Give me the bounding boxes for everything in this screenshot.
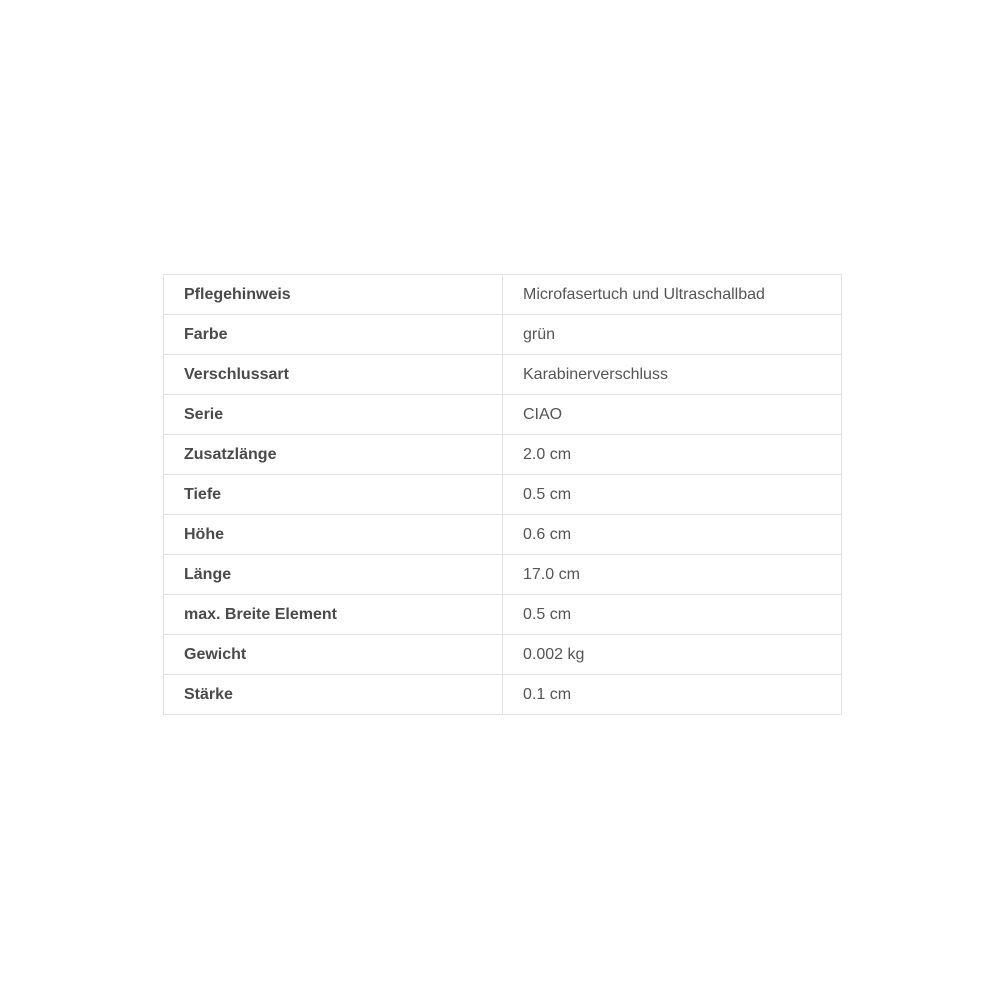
table-row [164, 675, 842, 715]
spec-value: Karabinerverschluss [503, 355, 842, 395]
spec-value: 2.0 cm [503, 435, 842, 475]
spec-label: Höhe [164, 515, 503, 555]
spec-label: Verschlussart [164, 355, 503, 395]
spec-label: Pflegehinweis [164, 275, 503, 315]
spec-label: Länge [164, 555, 503, 595]
table-row [164, 475, 842, 515]
table-row [164, 355, 842, 395]
spec-value: 17.0 cm [503, 555, 842, 595]
spec-label: Stärke [164, 675, 503, 715]
spec-label: max. Breite Element [164, 595, 503, 635]
spec-label: Farbe [164, 315, 503, 355]
table-row [164, 275, 842, 315]
spec-label: Tiefe [164, 475, 503, 515]
table-row [164, 395, 842, 435]
spec-table-body [164, 275, 842, 715]
spec-value: 0.5 cm [503, 595, 842, 635]
spec-label: Serie [164, 395, 503, 435]
table-row [164, 435, 842, 475]
table-row [164, 315, 842, 355]
table-row [164, 515, 842, 555]
product-spec-table [163, 274, 842, 715]
spec-value: 0.6 cm [503, 515, 842, 555]
table-row [164, 595, 842, 635]
spec-value: Microfasertuch und Ultraschallbad [503, 275, 842, 315]
spec-label: Gewicht [164, 635, 503, 675]
spec-value: grün [503, 315, 842, 355]
spec-label: Zusatzlänge [164, 435, 503, 475]
spec-value: 0.002 kg [503, 635, 842, 675]
spec-value: 0.5 cm [503, 475, 842, 515]
spec-value: 0.1 cm [503, 675, 842, 715]
table-row [164, 635, 842, 675]
table-row [164, 555, 842, 595]
spec-value: CIAO [503, 395, 842, 435]
